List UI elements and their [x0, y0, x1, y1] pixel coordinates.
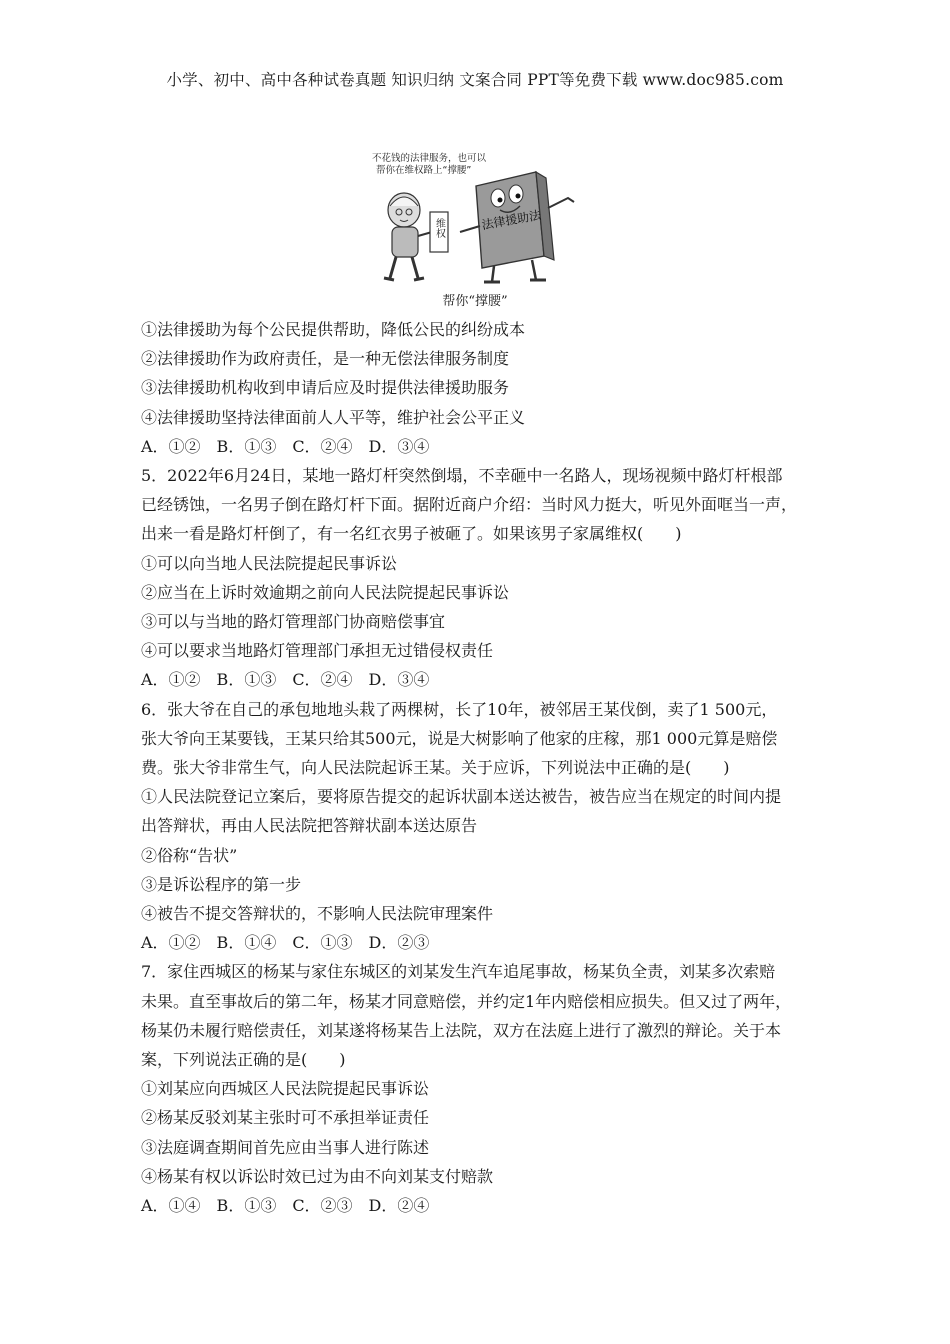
text-line: 未果。直至事故后的第二年，杨某才同意赔偿，并约定1年内赔偿相应损失。但又过了两年， [141, 991, 792, 1011]
text-line: 案，下列说法正确的是( ) [141, 1050, 346, 1070]
text-line: 6．张大爷在自己的承包地地头栽了两棵树，长了10年，被邻居王某伐倒，卖了1 500元， [141, 699, 778, 719]
svg-text:维权: 维权 [433, 218, 445, 238]
answer-options: A．①② B．①④ C．①③ D．②③ [141, 933, 430, 953]
text-line: ①人民法院登记立案后，要将原告提交的起诉状副本送达被告，被告应当在规定的时间内提 [141, 787, 782, 807]
text-line: ②应当在上诉时效逾期之前向人民法院提起民事诉讼 [141, 582, 510, 602]
text-line: ③法庭调查期间首先应由当事人进行陈述 [141, 1137, 430, 1157]
text-line: 出来一看是路灯杆倒了，有一名红衣男子被砸了。如果该男子家属维权( ) [141, 524, 682, 544]
speech-line-2: 帮你在维权路上“撑腰” [376, 165, 472, 176]
book-title: 法律援助法 [480, 207, 543, 233]
answer-options: A．①② B．①③ C．②④ D．③④ [141, 670, 430, 690]
text-line: ①法律援助为每个公民提供帮助，降低公民的纠纷成本 [141, 320, 526, 339]
illustration-caption: 帮你“撑腰” [442, 294, 508, 309]
legal-aid-book-figure [460, 172, 574, 282]
text-line: ②杨某反驳刘某主张时可不承担举证责任 [141, 1108, 430, 1128]
text-line: ④法律援助坚持法律面前人人平等，维护社会公平正义 [141, 407, 526, 427]
text-line: 杨某仍未履行赔偿责任，刘某遂将杨某告上法院，双方在法庭上进行了激烈的辩论。关于本 [141, 1020, 782, 1040]
answer-options: A．①④ B．①③ C．②③ D．②④ [141, 1196, 430, 1216]
text-line: 5．2022年6月24日，某地一路灯杆突然倒塌，不幸砸中一名路人，现场视频中路灯杆根部 [141, 466, 783, 486]
speech-line-1: 不花钱的法律服务，也可以 [372, 153, 487, 164]
old-man-figure [384, 193, 432, 280]
text-line: ②俗称“告状” [141, 845, 238, 865]
text-line: ④被告不提交答辩状的，不影响人民法院审理案件 [141, 904, 494, 924]
legal-aid-cartoon [364, 148, 582, 288]
text-line: ③可以与当地的路灯管理部门协商赔偿事宜 [141, 612, 446, 632]
rights-sign [430, 212, 448, 252]
page-header: 小学、初中、高中各种试卷真题 知识归纳 文案合同 PPT等免费下载 www.doc985.com [166, 71, 784, 89]
text-line: ②法律援助作为政府责任，是一种无偿法律服务制度 [141, 349, 510, 369]
text-line: 已经锈蚀，一名男子倒在路灯杆下面。据附近商户介绍：当时风力挺大，听见外面哐当一声， [141, 495, 798, 515]
text-line: ③法律援助机构收到申请后应及时提供法律援助服务 [141, 378, 510, 398]
text-line: ③是诉讼程序的第一步 [141, 874, 302, 894]
text-line: ④可以要求当地路灯管理部门承担无过错侵权责任 [141, 641, 494, 661]
text-line: ④杨某有权以诉讼时效已过为由不向刘某支付赔款 [141, 1166, 494, 1186]
text-line: 费。张大爷非常生气，向人民法院起诉王某。关于应诉，下列说法中正确的是( ) [141, 758, 730, 778]
answer-options: A．①② B．①③ C．②④ D．③④ [141, 436, 430, 456]
text-line: 张大爷向王某要钱，王某只给其500元，说是大树影响了他家的庄稼，那1 000元算是赔偿 [141, 728, 778, 748]
text-line: ①刘某应向西城区人民法院提起民事诉讼 [141, 1079, 430, 1099]
text-line: 出答辩状，再由人民法院把答辩状副本送达原告 [141, 816, 478, 836]
text-line: ①可以向当地人民法院提起民事诉讼 [141, 553, 398, 573]
text-line: 7．家住西城区的杨某与家住东城区的刘某发生汽车追尾事故，杨某负全责，刘某多次索赔 [141, 962, 776, 982]
question-content [141, 315, 816, 1220]
